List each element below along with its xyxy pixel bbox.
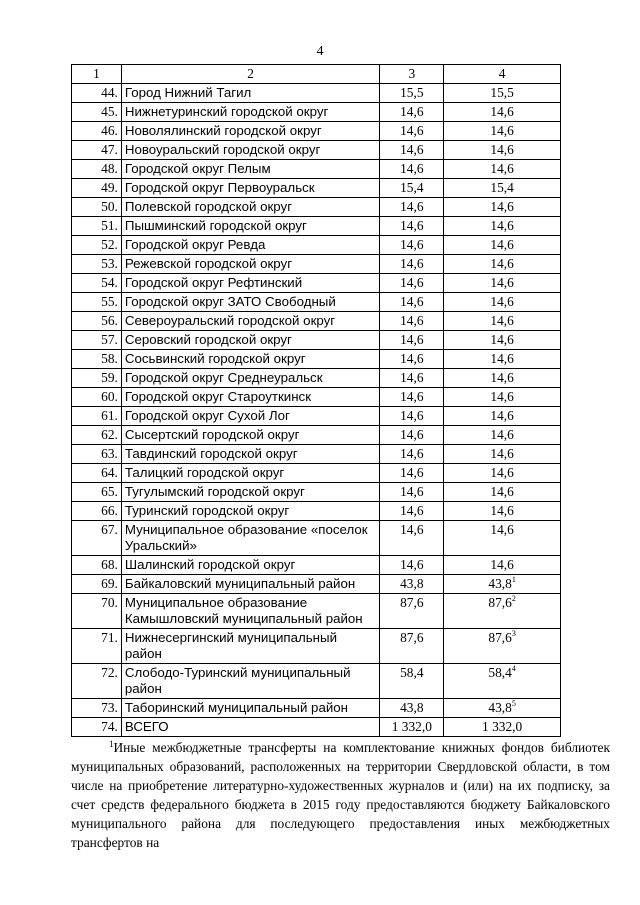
municipality-name	[121, 312, 379, 331]
value-col3-text: 14,6	[400, 484, 424, 499]
value-col4	[444, 521, 561, 556]
table-row	[72, 699, 561, 718]
value-col4	[444, 718, 561, 737]
value-col4-text: 14,6	[490, 522, 514, 537]
row-number	[72, 255, 122, 274]
municipality-name-text: Новолялинский городской округ	[124, 123, 322, 138]
row-number	[72, 84, 122, 103]
value-col4-text: 14,6	[490, 465, 514, 480]
municipality-name-text: ВСЕГО	[124, 719, 169, 734]
row-number-text: 57.	[101, 332, 118, 347]
table-row	[72, 556, 561, 575]
row-number	[72, 483, 122, 502]
value-col3	[380, 629, 444, 664]
value-col3-text: 14,6	[400, 218, 424, 233]
page-number: 4	[316, 44, 324, 59]
table-header-row	[72, 65, 561, 84]
row-number-text: 62.	[101, 427, 118, 442]
value-col3-text: 14,6	[400, 557, 424, 572]
value-col4	[444, 369, 561, 388]
municipality-name	[121, 502, 379, 521]
table-row	[72, 388, 561, 407]
value-col3	[380, 718, 444, 737]
municipality-name-text: Муниципальное образование «поселок Уральский»	[124, 522, 368, 553]
table-row	[72, 217, 561, 236]
municipality-name	[121, 629, 379, 664]
table-row	[72, 331, 561, 350]
municipality-name-text: Нижнетуринский городской округ	[124, 104, 329, 119]
municipality-name-text: Городской округ Рефтинский	[124, 275, 303, 290]
municipality-name-text: Талицкий городской округ	[124, 465, 285, 480]
value-col3	[380, 556, 444, 575]
municipality-name	[121, 84, 379, 103]
municipality-name	[121, 575, 379, 594]
municipality-name-text: Таборинский муниципальный район	[124, 700, 349, 715]
value-col4	[444, 122, 561, 141]
municipality-name	[121, 664, 379, 699]
table-row	[72, 521, 561, 556]
table-row	[72, 160, 561, 179]
table-row	[72, 312, 561, 331]
municipality-name	[121, 141, 379, 160]
row-number	[72, 312, 122, 331]
row-number	[72, 141, 122, 160]
municipality-name	[121, 331, 379, 350]
table-row	[72, 445, 561, 464]
header-cell: 4	[444, 65, 561, 84]
value-col4	[444, 236, 561, 255]
row-number-text: 44.	[101, 85, 118, 100]
table-row	[72, 84, 561, 103]
row-number-text: 49.	[101, 180, 118, 195]
footnote-ref: 2	[511, 594, 516, 603]
value-col3-text: 14,6	[400, 142, 424, 157]
value-col3	[380, 293, 444, 312]
transfers-table	[71, 64, 561, 737]
value-col4-text: 14,6	[490, 256, 514, 271]
municipality-name	[121, 255, 379, 274]
table-row	[72, 369, 561, 388]
value-col4-text: 14,6	[490, 199, 514, 214]
table-row	[72, 350, 561, 369]
municipality-name-text: Туринский городской округ	[124, 503, 290, 518]
row-number	[72, 426, 122, 445]
value-col3-text: 14,6	[400, 465, 424, 480]
row-number	[72, 699, 122, 718]
value-col4	[444, 445, 561, 464]
row-number-text: 69.	[101, 576, 118, 591]
value-col3	[380, 141, 444, 160]
value-col3-text: 14,6	[400, 199, 424, 214]
row-number-text: 61.	[101, 408, 118, 423]
table-row	[72, 629, 561, 664]
value-col3	[380, 388, 444, 407]
value-col3-text: 1 332,0	[391, 719, 432, 734]
value-col4-text: 15,4	[490, 180, 514, 195]
row-number-text: 54.	[101, 275, 118, 290]
municipality-name	[121, 369, 379, 388]
row-number	[72, 445, 122, 464]
municipality-name	[121, 274, 379, 293]
table-row	[72, 664, 561, 699]
value-col4	[444, 141, 561, 160]
municipality-name-text: Тавдинский городской округ	[124, 446, 298, 461]
value-col3-text: 14,6	[400, 408, 424, 423]
row-number-text: 63.	[101, 446, 118, 461]
footnote-ref: 5	[511, 699, 516, 708]
municipality-name-text: Сысертский городской округ	[124, 427, 300, 442]
table-row	[72, 426, 561, 445]
value-col4-text: 14,6	[490, 237, 514, 252]
value-col3-text: 87,6	[400, 595, 424, 610]
value-col4-text: 14,6	[490, 503, 514, 518]
municipality-name-text: Пышминский городской округ	[124, 218, 307, 233]
row-number-text: 53.	[101, 256, 118, 271]
value-col3-text: 15,5	[400, 85, 424, 100]
value-col3-text: 14,6	[400, 427, 424, 442]
row-number-text: 65.	[101, 484, 118, 499]
value-col3	[380, 217, 444, 236]
row-number	[72, 217, 122, 236]
value-col4	[444, 575, 561, 594]
row-number-text: 47.	[101, 142, 118, 157]
footnote-ref: 3	[511, 629, 516, 638]
row-number	[72, 350, 122, 369]
municipality-name	[121, 103, 379, 122]
value-col3	[380, 464, 444, 483]
value-col3	[380, 350, 444, 369]
municipality-name	[121, 407, 379, 426]
municipality-name-text: Новоуральский городской округ	[124, 142, 321, 157]
table-row	[72, 293, 561, 312]
table-row	[72, 141, 561, 160]
value-col4	[444, 629, 561, 664]
value-col3	[380, 521, 444, 556]
value-col3-text: 14,6	[400, 370, 424, 385]
value-col4	[444, 103, 561, 122]
value-col3	[380, 483, 444, 502]
municipality-name	[121, 388, 379, 407]
municipality-name-text: Городской округ Первоуральск	[124, 180, 315, 195]
value-col4-text: 14,6	[490, 351, 514, 366]
value-col3-text: 87,6	[400, 630, 424, 645]
value-col4-text: 14,6	[490, 313, 514, 328]
value-col4	[444, 217, 561, 236]
row-number-text: 68.	[101, 557, 118, 572]
value-col4	[444, 293, 561, 312]
value-col4	[444, 502, 561, 521]
municipality-name	[121, 521, 379, 556]
row-number-text: 50.	[101, 199, 118, 214]
municipality-name-text: Шалинский городской округ	[124, 557, 296, 572]
table-row	[72, 718, 561, 737]
municipality-name-text: Город Нижний Тагил	[124, 85, 252, 100]
row-number-text: 46.	[101, 123, 118, 138]
value-col4	[444, 160, 561, 179]
row-number	[72, 331, 122, 350]
row-number-text: 55.	[101, 294, 118, 309]
value-col4	[444, 426, 561, 445]
header-cell: 1	[72, 65, 122, 84]
table-row	[72, 575, 561, 594]
row-number-text: 45.	[101, 104, 118, 119]
municipality-name-text: Городской округ Среднеуральск	[124, 370, 323, 385]
value-col3	[380, 236, 444, 255]
row-number	[72, 274, 122, 293]
row-number	[72, 521, 122, 556]
value-col3	[380, 594, 444, 629]
municipality-name	[121, 122, 379, 141]
value-col4	[444, 255, 561, 274]
municipality-name-text: Североуральский городской округ	[124, 313, 336, 328]
municipality-name-text: Серовский городской округ	[124, 332, 292, 347]
value-col3-text: 43,8	[400, 700, 424, 715]
value-col4-text: 14,6	[490, 484, 514, 499]
municipality-name-text: Нижнесергинский муниципальный район	[124, 630, 337, 661]
municipality-name	[121, 718, 379, 737]
value-col4-text: 58,4	[488, 665, 512, 680]
value-col3-text: 14,6	[400, 237, 424, 252]
value-col3	[380, 426, 444, 445]
value-col4	[444, 179, 561, 198]
header-cell: 3	[380, 65, 444, 84]
row-number	[72, 556, 122, 575]
municipality-name	[121, 464, 379, 483]
value-col3-text: 14,6	[400, 313, 424, 328]
row-number	[72, 594, 122, 629]
footnote-ref: 1	[511, 575, 516, 584]
municipality-name-text: Городской округ Пелым	[124, 161, 271, 176]
footnote	[71, 738, 610, 852]
municipality-name-text: Городской округ Ревда	[124, 237, 266, 252]
row-number	[72, 293, 122, 312]
value-col4-text: 14,6	[490, 142, 514, 157]
municipality-name-text: Слободо-Туринский муниципальный район	[124, 665, 351, 696]
municipality-name-text: Сосьвинский городской округ	[124, 351, 306, 366]
table-row	[72, 179, 561, 198]
row-number	[72, 160, 122, 179]
value-col4-text: 14,6	[490, 446, 514, 461]
value-col3-text: 15,4	[400, 180, 424, 195]
municipality-name	[121, 556, 379, 575]
row-number-text: 64.	[101, 465, 118, 480]
row-number	[72, 388, 122, 407]
row-number-text: 74.	[101, 719, 118, 734]
row-number-text: 67.	[101, 522, 118, 537]
value-col4	[444, 407, 561, 426]
value-col4	[444, 464, 561, 483]
value-col4-text: 14,6	[490, 294, 514, 309]
table-row	[72, 594, 561, 629]
footnote-text: Иные межбюджетные трансферты на комплектование книжных фондов библиотек муниципальных образований, расположенных на территории Свердловской области, в том числе на приобретение литературно-художественных журналов и (или) на их подписку, за счет средств федерального бюджета в 2015 году предоставляются бюджету Байкаловского муниципального района для последующего предоставления иных межбюджетных трансфертов на	[71, 740, 610, 850]
row-number-text: 58.	[101, 351, 118, 366]
value-col3-text: 14,6	[400, 522, 424, 537]
value-col3-text: 14,6	[400, 446, 424, 461]
municipality-name-text: Городской округ ЗАТО Свободный	[124, 294, 336, 309]
value-col4-text: 14,6	[490, 161, 514, 176]
footnote-ref: 4	[511, 664, 516, 673]
value-col3-text: 14,6	[400, 104, 424, 119]
value-col3	[380, 664, 444, 699]
value-col4	[444, 331, 561, 350]
municipality-name	[121, 179, 379, 198]
row-number	[72, 103, 122, 122]
value-col4-text: 14,6	[490, 218, 514, 233]
value-col4-text: 43,8	[488, 700, 512, 715]
value-col4-text: 14,6	[490, 370, 514, 385]
value-col3	[380, 122, 444, 141]
value-col4-text: 14,6	[490, 557, 514, 572]
value-col3	[380, 198, 444, 217]
value-col4	[444, 556, 561, 575]
value-col4	[444, 594, 561, 629]
value-col4	[444, 198, 561, 217]
value-col4	[444, 699, 561, 718]
municipality-name-text: Тугулымский городской округ	[124, 484, 305, 499]
municipality-name	[121, 699, 379, 718]
value-col4-text: 87,6	[488, 595, 512, 610]
value-col3	[380, 312, 444, 331]
value-col3	[380, 575, 444, 594]
municipality-name-text: Городской округ Сухой Лог	[124, 408, 290, 423]
value-col4-text: 14,6	[490, 104, 514, 119]
municipality-name-text: Городской округ Староуткинск	[124, 389, 312, 404]
municipality-name	[121, 426, 379, 445]
municipality-name-text: Полевской городской округ	[124, 199, 293, 214]
row-number-text: 60.	[101, 389, 118, 404]
table-row	[72, 464, 561, 483]
header-cell: 2	[121, 65, 379, 84]
row-number	[72, 198, 122, 217]
value-col4	[444, 664, 561, 699]
value-col3-text: 14,6	[400, 256, 424, 271]
value-col3	[380, 160, 444, 179]
table-row	[72, 236, 561, 255]
row-number	[72, 629, 122, 664]
municipality-name	[121, 350, 379, 369]
value-col4	[444, 274, 561, 293]
value-col3-text: 14,6	[400, 161, 424, 176]
municipality-name	[121, 160, 379, 179]
table-row	[72, 255, 561, 274]
value-col3	[380, 331, 444, 350]
row-number-text: 56.	[101, 313, 118, 328]
value-col3-text: 58,4	[400, 665, 424, 680]
municipality-name-text: Режевской городской округ	[124, 256, 293, 271]
value-col4-text: 14,6	[490, 389, 514, 404]
value-col4-text: 14,6	[490, 427, 514, 442]
row-number	[72, 369, 122, 388]
municipality-name	[121, 236, 379, 255]
municipality-name	[121, 217, 379, 236]
row-number	[72, 236, 122, 255]
value-col3-text: 14,6	[400, 389, 424, 404]
value-col4-text: 43,8	[488, 576, 512, 591]
table-row	[72, 483, 561, 502]
value-col4	[444, 483, 561, 502]
table-row	[72, 103, 561, 122]
value-col4	[444, 84, 561, 103]
municipality-name	[121, 483, 379, 502]
value-col3-text: 14,6	[400, 332, 424, 347]
row-number-text: 51.	[101, 218, 118, 233]
value-col3-text: 43,8	[400, 576, 424, 591]
table-row	[72, 122, 561, 141]
row-number-text: 73.	[101, 700, 118, 715]
table-row	[72, 407, 561, 426]
row-number	[72, 122, 122, 141]
row-number	[72, 664, 122, 699]
row-number	[72, 718, 122, 737]
row-number-text: 71.	[101, 630, 118, 645]
row-number	[72, 179, 122, 198]
table-row	[72, 198, 561, 217]
table-row	[72, 502, 561, 521]
municipality-name-text: Байкаловский муниципальный район	[124, 576, 356, 591]
row-number-text: 70.	[101, 595, 118, 610]
municipality-name	[121, 293, 379, 312]
value-col3-text: 14,6	[400, 351, 424, 366]
municipality-name	[121, 445, 379, 464]
row-number	[72, 502, 122, 521]
row-number-text: 72.	[101, 665, 118, 680]
municipality-name	[121, 198, 379, 217]
municipality-name-text: Муниципальное образование Камышловский муниципальный район	[124, 595, 363, 626]
value-col4-text: 15,5	[490, 85, 514, 100]
value-col3	[380, 274, 444, 293]
row-number-text: 48.	[101, 161, 118, 176]
value-col3	[380, 84, 444, 103]
value-col4-text: 14,6	[490, 332, 514, 347]
value-col3	[380, 445, 444, 464]
value-col4-text: 1 332,0	[482, 719, 523, 734]
value-col4-text: 14,6	[490, 123, 514, 138]
row-number-text: 59.	[101, 370, 118, 385]
row-number-text: 66.	[101, 503, 118, 518]
row-number-text: 52.	[101, 237, 118, 252]
value-col4-text: 87,6	[488, 630, 512, 645]
row-number	[72, 575, 122, 594]
value-col3-text: 14,6	[400, 275, 424, 290]
municipality-name	[121, 594, 379, 629]
value-col3	[380, 369, 444, 388]
value-col4-text: 14,6	[490, 275, 514, 290]
value-col4-text: 14,6	[490, 408, 514, 423]
footnote-marker: 1	[109, 739, 114, 749]
table-row	[72, 274, 561, 293]
value-col4	[444, 388, 561, 407]
value-col4	[444, 312, 561, 331]
value-col3	[380, 103, 444, 122]
value-col3-text: 14,6	[400, 294, 424, 309]
value-col3-text: 14,6	[400, 503, 424, 518]
value-col3	[380, 179, 444, 198]
row-number	[72, 464, 122, 483]
value-col3-text: 14,6	[400, 123, 424, 138]
value-col3	[380, 407, 444, 426]
value-col3	[380, 255, 444, 274]
value-col3	[380, 699, 444, 718]
row-number	[72, 407, 122, 426]
value-col3	[380, 502, 444, 521]
value-col4	[444, 350, 561, 369]
